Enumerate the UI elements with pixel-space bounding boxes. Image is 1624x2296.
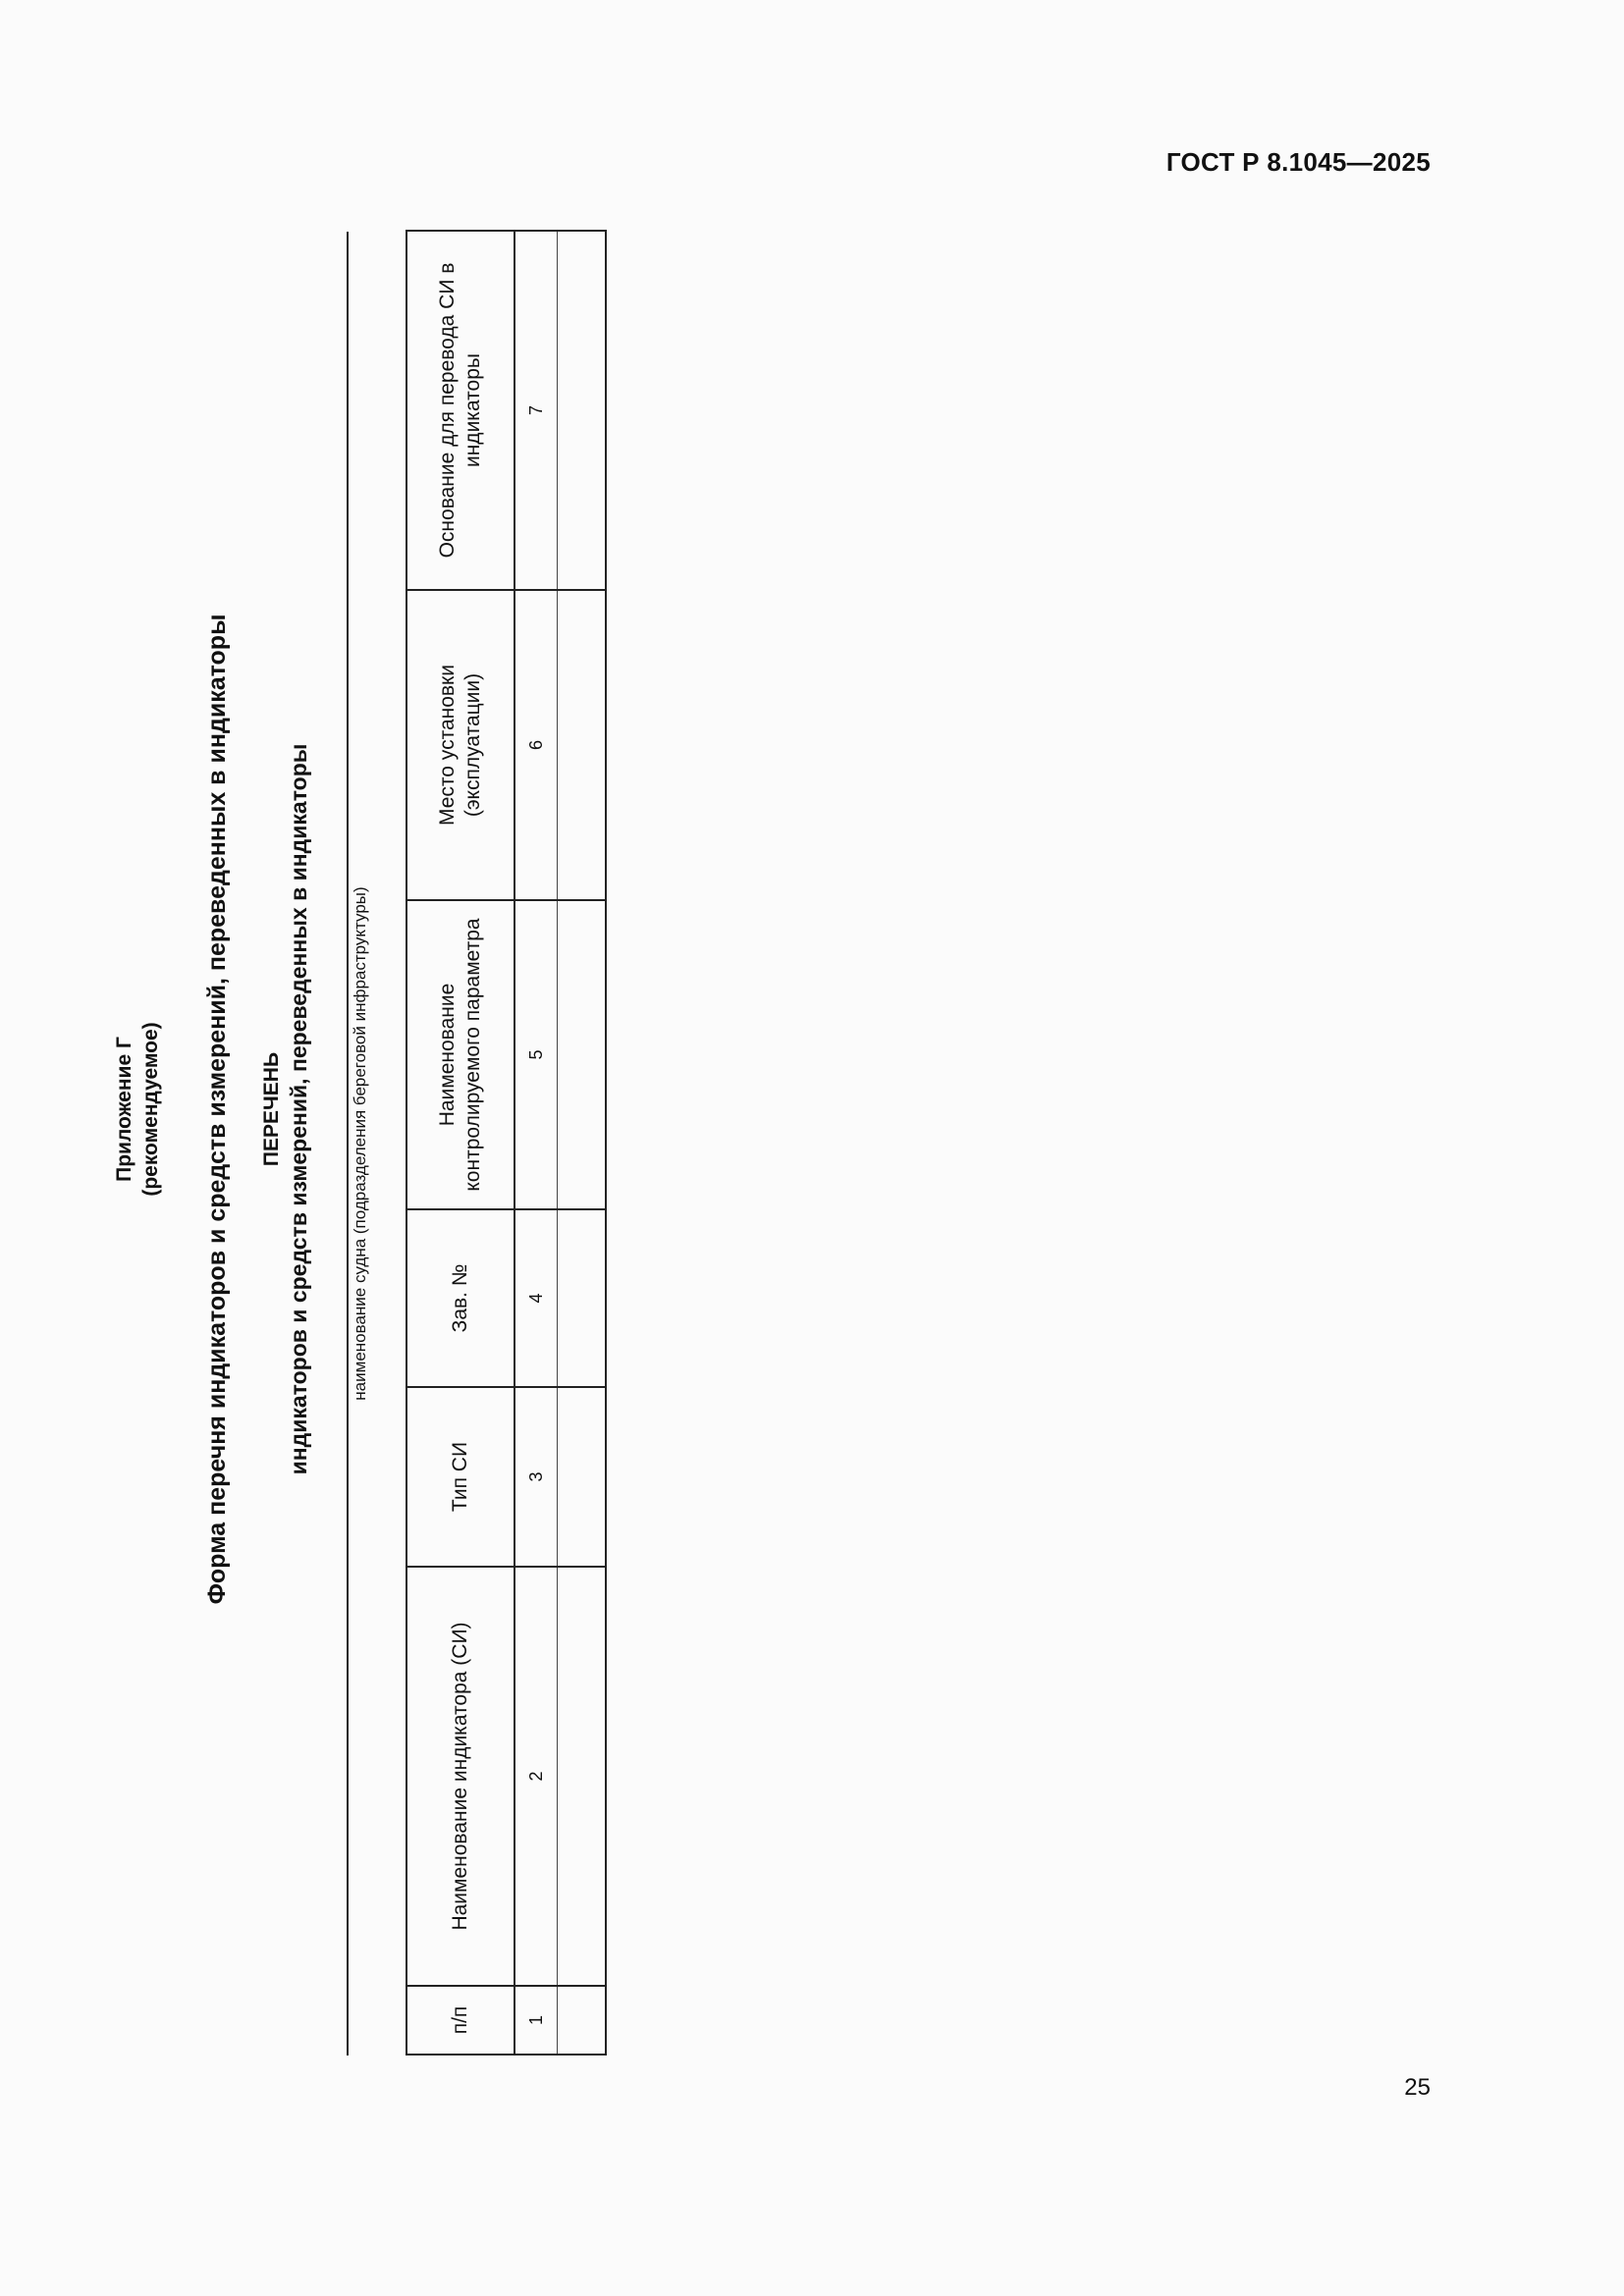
empty-data-row xyxy=(558,231,607,2055)
appendix-status: (рекомендуемое) xyxy=(139,1022,162,1197)
column-number: 7 xyxy=(514,231,558,590)
page-number: 25 xyxy=(1404,2074,1431,2101)
table-cell xyxy=(558,1209,607,1387)
rotated-form xyxy=(98,128,687,2091)
header-cell-number: п/п xyxy=(406,1986,514,2055)
document-code: ГОСТ Р 8.1045—2025 xyxy=(1165,147,1431,177)
table-header-row xyxy=(406,231,514,2055)
column-number: 3 xyxy=(514,1387,558,1567)
column-number: 5 xyxy=(514,900,558,1209)
column-number: 6 xyxy=(514,590,558,900)
table-cell xyxy=(558,1986,607,2055)
list-title: ПЕРЕЧЕНЬ xyxy=(260,1051,283,1167)
header-cell-parameter: Наименование контролируемого параметра xyxy=(406,900,514,1209)
table-cell xyxy=(558,900,607,1209)
appendix-title: Приложение Г xyxy=(113,1037,135,1182)
form-title: Форма перечня индикаторов и средств измерений, переведенных в индикаторы xyxy=(203,614,231,1605)
table-cell xyxy=(558,590,607,900)
column-number: 2 xyxy=(514,1567,558,1986)
table-cell xyxy=(558,231,607,590)
table-cell xyxy=(558,1387,607,1567)
header-cell-location: Место установки (эксплуатации) xyxy=(406,590,514,900)
list-table xyxy=(406,230,607,2056)
list-subtitle: индикаторов и средств измерений, переведенных в индикаторы xyxy=(286,743,311,1475)
vessel-name-caption: наименование судна (подразделения береговой инфраструктуры) xyxy=(351,886,369,1401)
header-cell-basis: Основание для перевода СИ в индикаторы xyxy=(406,231,514,590)
vessel-name-line xyxy=(347,232,349,2056)
table-cell xyxy=(558,1567,607,1986)
column-number: 1 xyxy=(514,1986,558,2055)
header-cell-serial-number: Зав. № xyxy=(406,1209,514,1387)
column-number: 4 xyxy=(514,1209,558,1387)
header-cell-indicator-name: Наименование индикатора (СИ) xyxy=(406,1567,514,1986)
column-number-row xyxy=(514,231,558,2055)
header-cell-type: Тип СИ xyxy=(406,1387,514,1567)
